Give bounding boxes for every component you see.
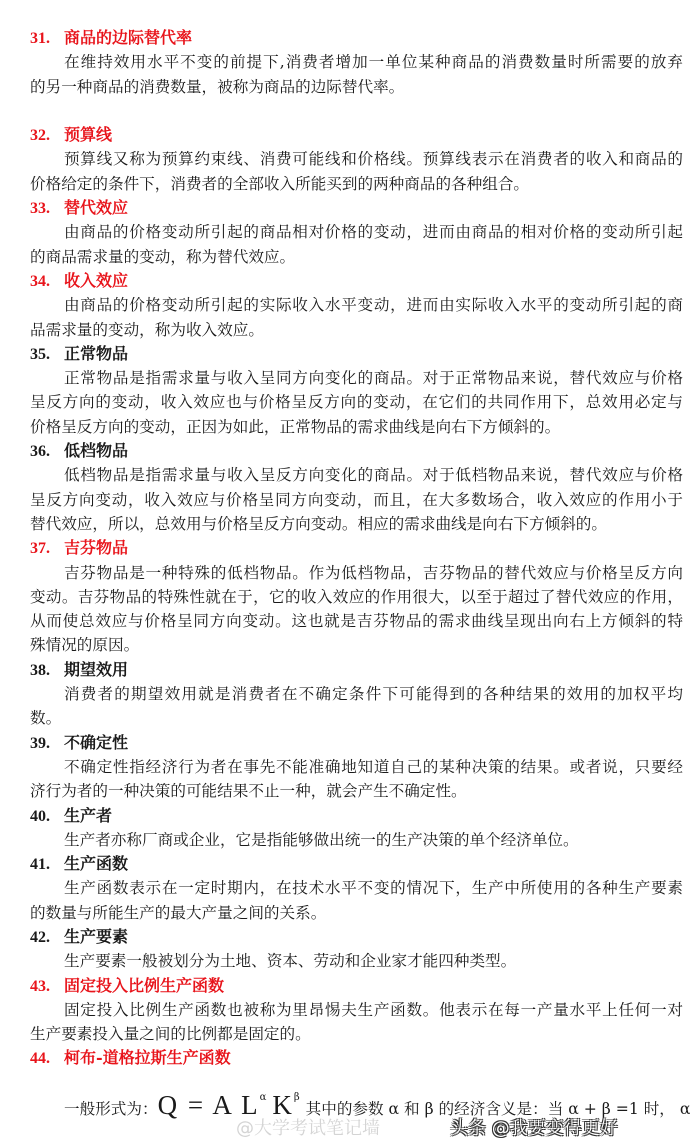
definition-line: 预算线又称为预算约束线、消费可能线和价格线。预算线表示在消费者的收入和商品的: [64, 150, 683, 169]
definition-line: 呈反方向变动，收入效应与价格呈同方向变动，而且，在大多数场合，收入效应的作用小于: [30, 490, 683, 509]
definition-line: 品需求量的变动，称为收入效应。: [30, 320, 264, 339]
toutiao-watermark: 头条 @我要变得更好: [450, 1118, 618, 1139]
term-heading: [30, 26, 683, 50]
formula-k: K: [272, 1089, 294, 1120]
definition-line: 济行为者的一种决策的可能结果不止一种，就会产生不确定性。: [30, 782, 467, 801]
definition-line: 的数量与所能生产的最大产量之间的关系。: [30, 903, 327, 922]
term-title: 生产要素: [64, 926, 129, 946]
definition-line: 正常物品是指需求量与收入呈同方向变化的商品。对于正常物品来说，替代效应与价格: [64, 369, 683, 388]
definition-line: 生产要素一般被划分为土地、资本、劳动和企业家才能四种类型。: [64, 952, 517, 971]
definition-line: 在维持效用水平不变的前提下,消费者增加一单位某种商品的消费数量时所需要的放弃: [64, 53, 683, 72]
term-number: 43.: [30, 977, 50, 995]
definition-line: 固定投入比例生产函数也被称为里昂惕夫生产函数。他表示在每一产量水平上任何一对: [64, 1000, 683, 1019]
term-number: 35.: [30, 345, 50, 363]
definition-line: 生产者亦称厂商或企业，它是指能够做出统一的生产决策的单个经济单位。: [64, 830, 579, 849]
term-number: 32.: [30, 127, 50, 145]
term-number: 40.: [30, 807, 50, 825]
spacer: [30, 99, 683, 123]
term-heading: [30, 974, 683, 998]
term-heading: [30, 731, 683, 755]
term-number: 31.: [30, 30, 50, 47]
definition-line: 替代效应，所以，总效用与价格呈反方向变动。相应的需求曲线是向右下方倾斜的。: [30, 514, 607, 533]
definition-line: 殊情况的原因。: [30, 636, 140, 655]
formula-alpha: α: [259, 1091, 267, 1103]
definition-line: 吉芬物品是一种特殊的低档物品。作为低档物品，吉芬物品的替代效应与价格呈反方向: [64, 563, 683, 582]
term-title: 生产函数: [64, 854, 129, 874]
term-heading: [30, 123, 683, 147]
term-heading: [30, 269, 683, 293]
term-heading: [30, 1046, 683, 1070]
weibo-watermark: @大学考试笔记墙: [236, 1118, 380, 1139]
cobb-douglas-formula: [30, 1083, 690, 1120]
definition-line: 由商品的价格变动所引起的商品相对价格的变动，进而由商品的相对价格的变动所引起: [64, 223, 683, 242]
definition-line: 生产要素投入量之间的比例都是固定的。: [30, 1025, 311, 1044]
term-number: 44.: [30, 1050, 50, 1068]
formula-beta: β: [293, 1091, 300, 1103]
term-heading: [30, 536, 683, 560]
definition-line: 变动。吉芬物品的特殊性就在于，它的收入效应的作用很大，以至于超过了替代效应的作用，: [30, 587, 683, 606]
definition-line: 呈反方向的变动，收入效应也与价格呈反方向的变动，在它们的共同作用下，总效用必定与: [30, 393, 683, 412]
term-title: 期望效用: [64, 659, 129, 679]
definition-line: 价格给定的条件下，消费者的全部收入所能买到的两种商品的各种组合。: [30, 174, 530, 193]
term-number: 38.: [30, 661, 50, 679]
term-number: 41.: [30, 856, 50, 874]
term-heading: [30, 439, 683, 463]
term-title: 替代效应: [64, 198, 129, 218]
term-number: 33.: [30, 200, 50, 218]
term-heading: [30, 196, 683, 220]
term-title: 正常物品: [64, 343, 129, 363]
definition-line: 数。: [30, 709, 62, 728]
formula-q: Q = A L: [157, 1089, 260, 1120]
definition-line: 低档物品是指需求量与收入呈反方向变化的商品。对于低档物品来说，替代效应与价格: [64, 466, 683, 485]
definition-line: 的商品需求量的变动，称为替代效应。: [30, 247, 296, 266]
term-number: 39.: [30, 734, 50, 752]
definition-line: 消费者的期望效用就是消费者在不确定条件下可能得到的各种结果的效用的加权平均: [64, 685, 683, 704]
formula-suffix: 其中的参数 α 和 β 的经济含义是：当 α + β =1 时， α: [305, 1099, 690, 1118]
term-number: 36.: [30, 443, 50, 461]
term-title: 商品的边际替代率: [64, 28, 193, 47]
term-number: 37.: [30, 540, 50, 558]
term-heading: [30, 852, 683, 876]
term-heading: [30, 342, 683, 366]
definition-line: 的另一种商品的消费数量，被称为商品的边际替代率。: [30, 77, 405, 96]
term-heading: [30, 804, 683, 828]
term-heading: [30, 658, 683, 682]
document-body: [30, 26, 690, 1120]
term-number: 42.: [30, 928, 50, 946]
term-number: 34.: [30, 272, 50, 290]
term-title: 收入效应: [64, 270, 129, 290]
definition-line: 不确定性指经济行为者在事先不能准确地知道自己的某种决策的结果。或者说，只要经: [64, 757, 683, 776]
term-heading: [30, 925, 683, 949]
formula-prefix: 一般形式为：: [64, 1099, 158, 1118]
term-title: 柯布-道格拉斯生产函数: [64, 1048, 231, 1068]
term-title: 预算线: [64, 125, 113, 145]
definition-line: 由商品的价格变动所引起的实际收入水平变动，进而由实际收入水平的变动所引起的商: [64, 296, 683, 315]
term-title: 固定投入比例生产函数: [64, 975, 225, 995]
definition-line: 生产函数表示在一定时期内，在技术水平不变的情况下，生产中所使用的各种生产要素: [64, 879, 683, 898]
term-title: 低档物品: [64, 441, 129, 461]
term-title: 不确定性: [64, 732, 129, 752]
term-title: 吉芬物品: [64, 538, 129, 558]
term-title: 生产者: [64, 805, 113, 825]
definition-line: 价格呈反方向的变动，正因为如此，正常物品的需求曲线是向右下方倾斜的。: [30, 417, 561, 436]
definition-line: 从而使总效应与价格呈同方向变动。这也就是吉芬物品的需求曲线呈现出向右上方倾斜的特: [30, 612, 683, 631]
